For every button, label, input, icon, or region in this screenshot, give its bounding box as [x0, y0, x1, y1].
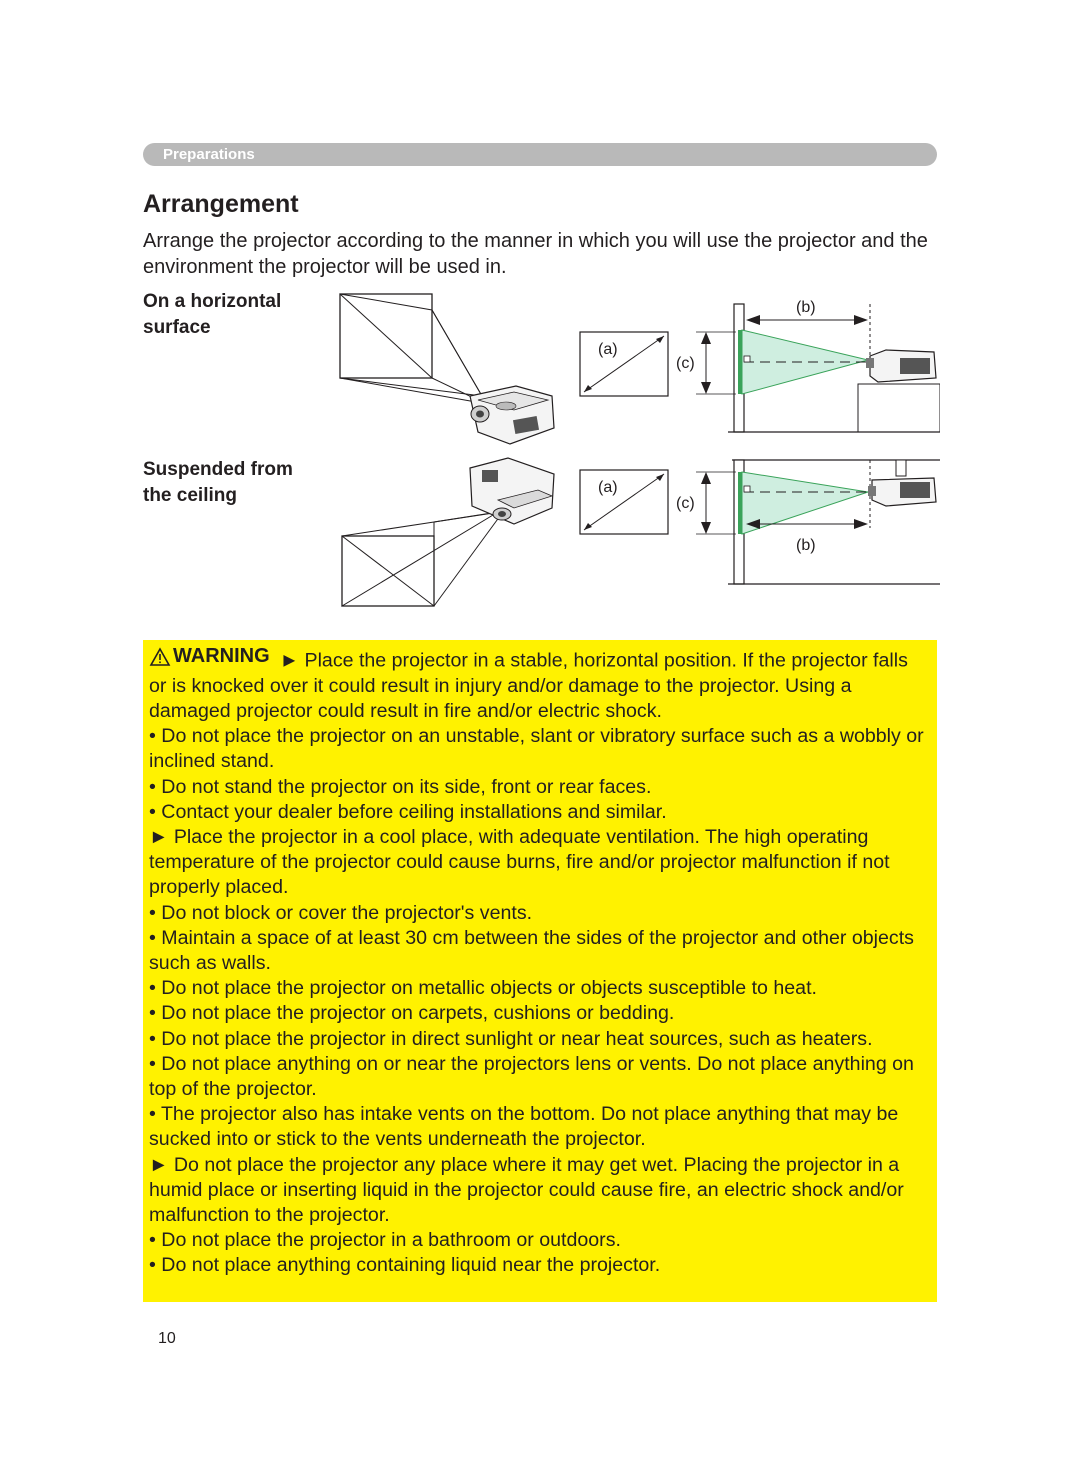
side-view-ceiling-diagram — [672, 452, 940, 588]
side-view-horizontal-diagram — [672, 292, 940, 436]
warning-text-8: • Do not place the projector on carpets, cushions or bedding. — [149, 1002, 675, 1025]
warning-paragraph — [149, 644, 929, 724]
projector-icon — [866, 350, 936, 382]
warning-text-9: • Do not place the projector in direct sunlight or near heat sources, such as heaters. — [149, 1027, 873, 1050]
warning-text-1: • Do not place the projector on an unstable, slant or vibratory surface such as a wobbly or inclined stand. — [149, 725, 924, 773]
label-b: (b) — [796, 299, 816, 316]
warning-text-7: • Do not place the projector on metallic objects or objects susceptible to heat. — [149, 977, 817, 1000]
warning-text-14: • Do not place anything containing liquid near the projector. — [149, 1254, 661, 1277]
section-header-bar — [143, 143, 937, 166]
screen-size-diagram-horizontal — [578, 330, 678, 400]
page-number: 10 — [158, 1330, 176, 1347]
warning-text-13: • Do not place the projector in a bathroom or outdoors. — [149, 1229, 621, 1252]
warning-text-11: • The projector also has intake vents on the bottom. Do not place anything that may be sucked into or stick to the vents underneath the projector. — [149, 1103, 899, 1151]
warning-text-10: • Do not place anything on or near the projectors lens or vents. Do not place anything on top of the projector. — [149, 1052, 914, 1101]
warning-text-3: • Contact your dealer before ceiling installations and similar. — [149, 800, 667, 823]
warning-triangle-icon — [149, 647, 171, 667]
warning-label: WARNING — [173, 645, 270, 667]
label-c: (c) — [676, 495, 695, 512]
section-label: Preparations — [163, 146, 255, 163]
label-b: (b) — [796, 537, 816, 554]
warning-text-2: • Do not stand the projector on its side, front or rear faces. — [149, 775, 652, 798]
warning-heading — [149, 644, 270, 669]
projector-icon — [470, 386, 554, 444]
label-a: (a) — [598, 479, 618, 496]
ceiling-projection-illustration — [338, 452, 560, 610]
intro-text: Arrange the projector according to the manner in which you will use the projector and the environment the projector will be used in. — [143, 230, 928, 278]
horizontal-projection-illustration — [338, 292, 560, 454]
warning-box — [143, 640, 937, 1302]
warning-text-0: ► Place the projector in a stable, horizontal position. If the projector falls or is knocked over it could result in injury and/or damage to the projector. Using a damaged projector could result in fire and/or electric shock. — [149, 649, 908, 722]
warning-text-5: • Do not block or cover the projector's vents. — [149, 901, 533, 924]
page-title: Arrangement — [143, 190, 299, 218]
label-horizontal-surface: On a horizontal surface — [143, 291, 282, 338]
label-c: (c) — [676, 355, 695, 372]
screen-size-diagram-ceiling — [578, 468, 678, 538]
label-a: (a) — [598, 341, 618, 358]
projector-icon — [868, 478, 936, 506]
label-suspended-ceiling: Suspended from the ceiling — [143, 459, 293, 506]
warning-text-6: • Maintain a space of at least 30 cm between the sides of the projector and other objects such as walls. — [149, 926, 914, 975]
warning-text-4: ► Place the projector in a cool place, with adequate ventilation. The high operating temperature of the projector could cause burns, fire and/or projector malfunction if not properly placed. — [149, 826, 890, 899]
warning-text-12: ► Do not place the projector any place where it may get wet. Placing the projector in a humid place or inserting liquid in the projector could cause fire, an electric shock and/or malfunction to the projector. — [149, 1153, 904, 1227]
